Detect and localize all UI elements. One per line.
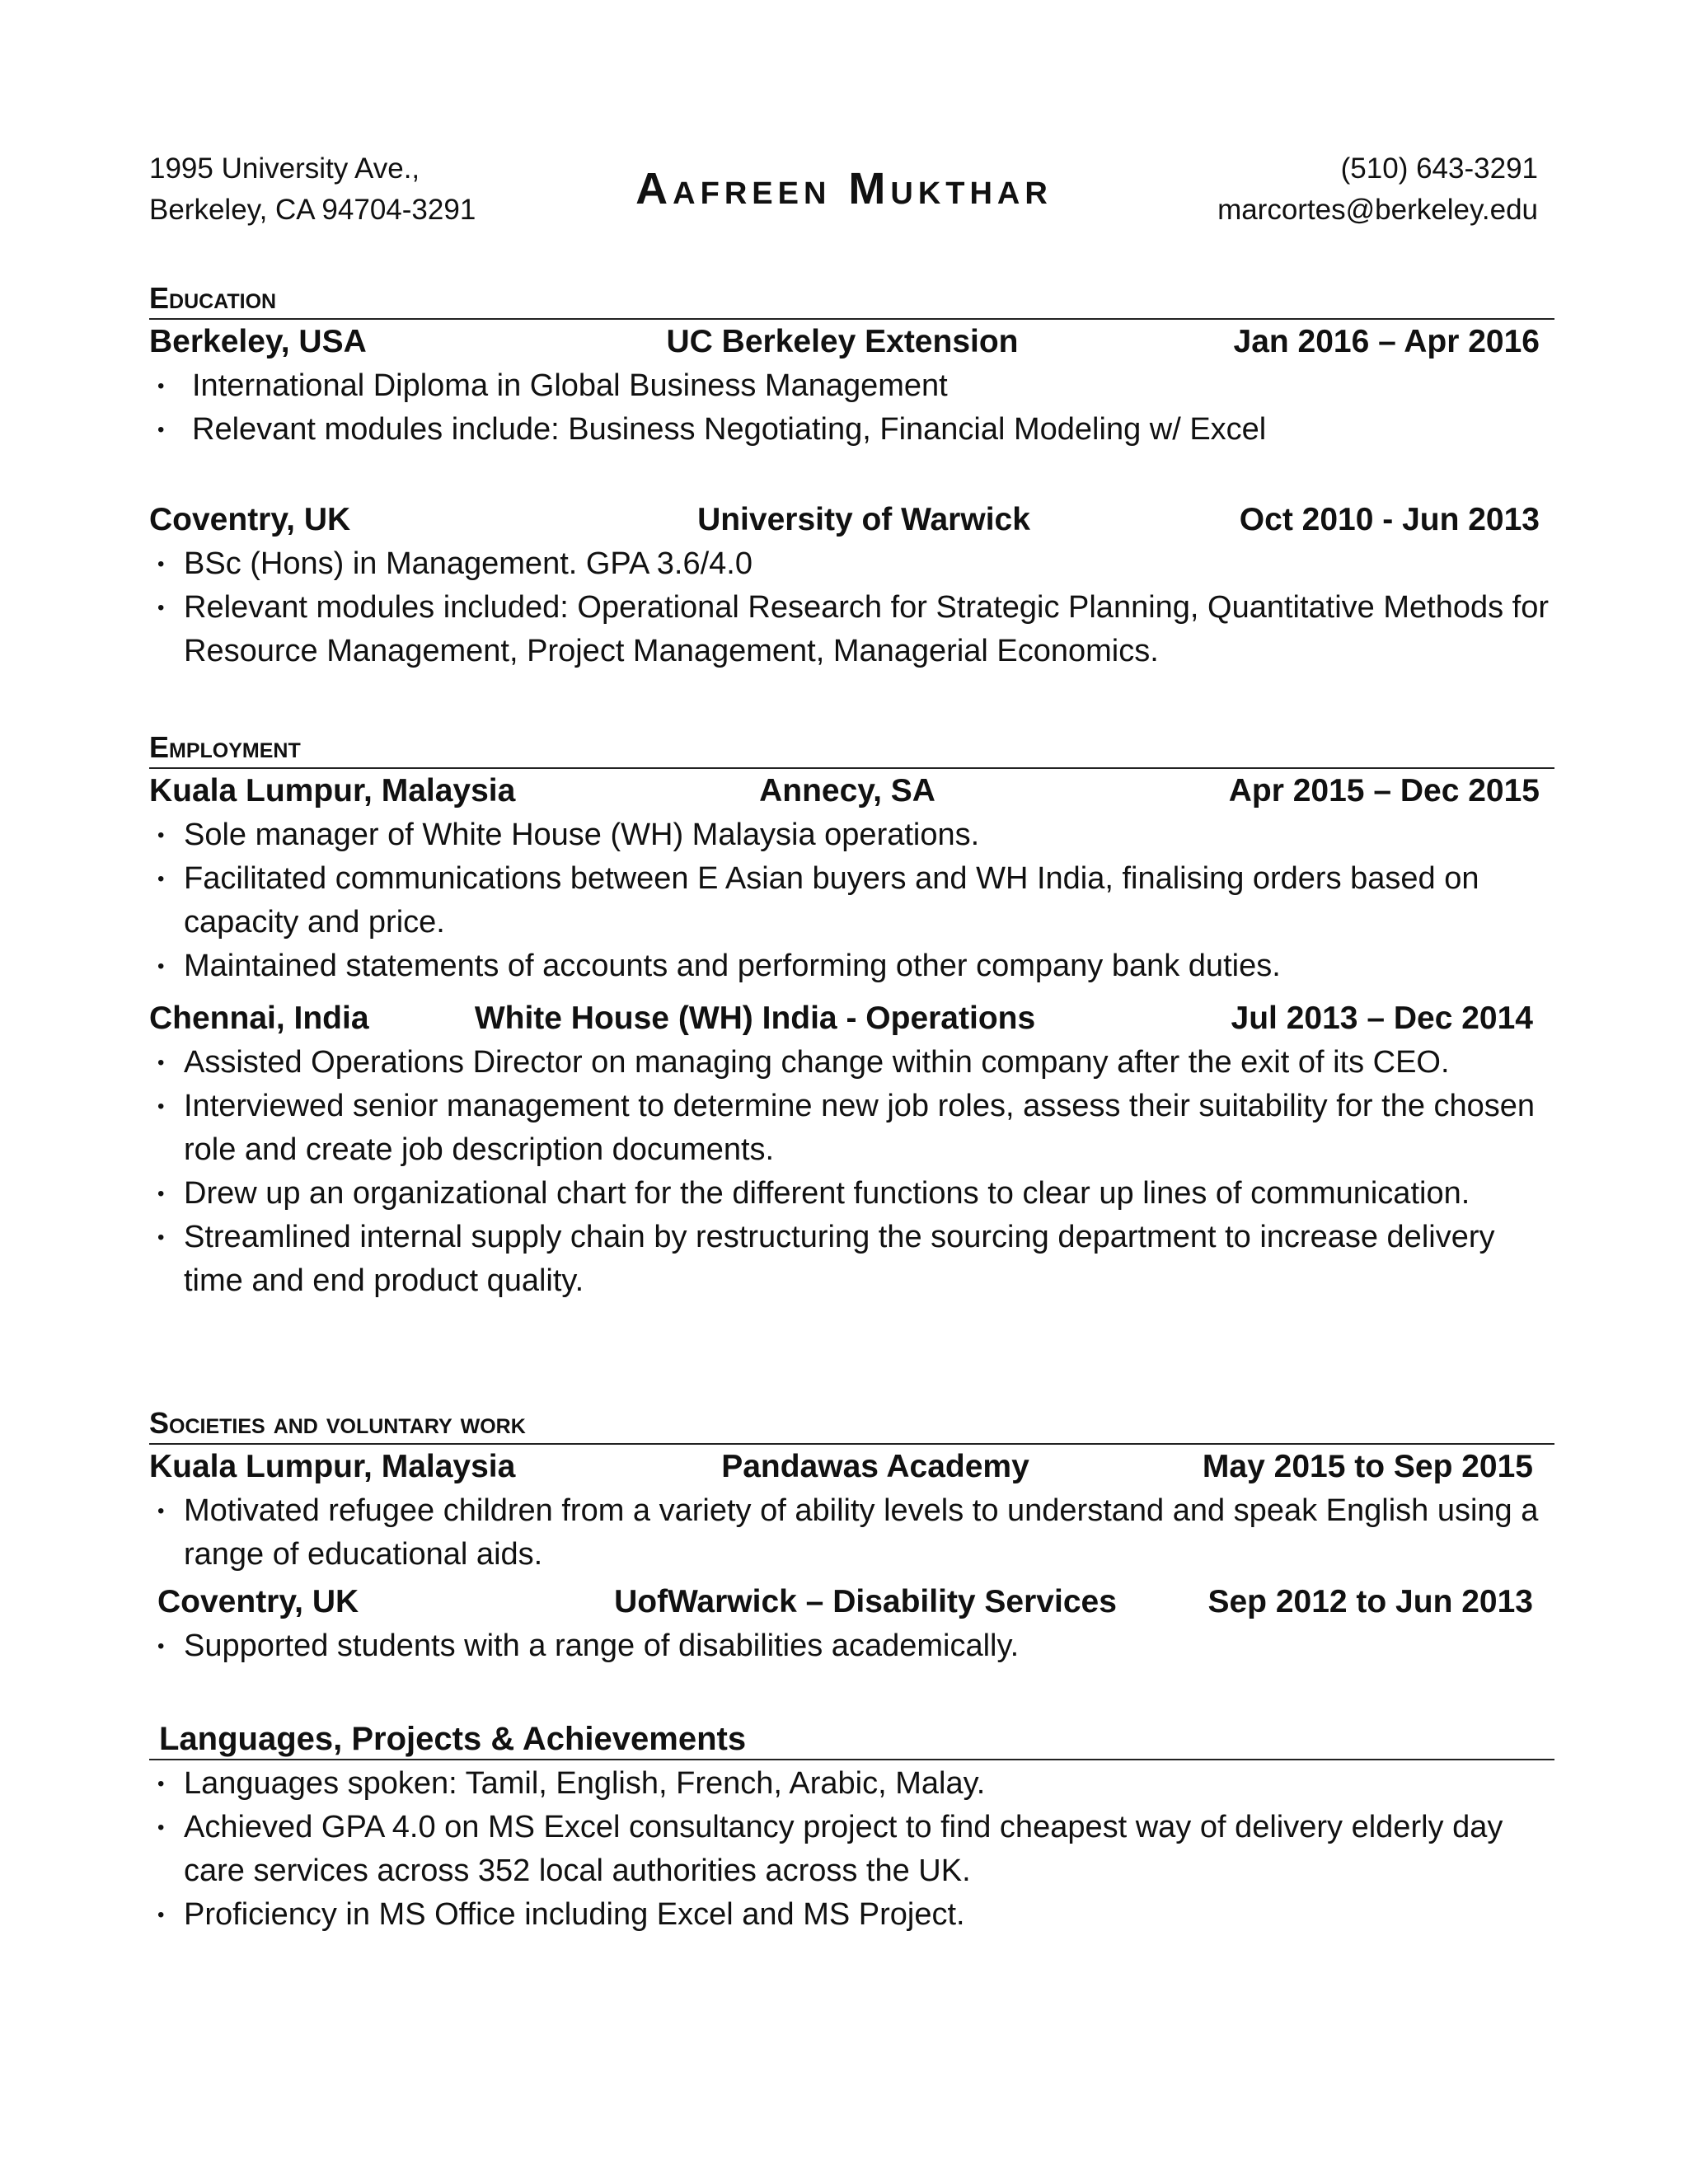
contact-block <box>1217 148 1538 231</box>
societies-bullets <box>149 1489 1554 1577</box>
bullet-item: • BSc (Hons) in Management. GPA 3.6/4.0 <box>149 542 1554 586</box>
employment-entry-header <box>149 769 1554 813</box>
bullet-item: • Achieved GPA 4.0 on MS Excel consultancy project to find cheapest way of delivery elderly day care services across 352 local authorities across the UK. <box>149 1806 1554 1893</box>
education-entry-header <box>149 320 1554 364</box>
bullet-item: • Interviewed senior management to determine new job roles, assess their suitability for the chosen role and create job description documents. <box>149 1085 1554 1172</box>
languages-bullets <box>149 1762 1554 1937</box>
societies-bullets <box>149 1624 1554 1668</box>
societies-section <box>149 1405 1554 1668</box>
entry-dates: Oct 2010 - Jun 2013 <box>1239 502 1540 537</box>
bullet-item: • Relevant modules include: Business Negotiating, Financial Modeling w/ Excel <box>149 408 1554 452</box>
employment-bullets <box>149 1041 1554 1303</box>
entry-location: Kuala Lumpur, Malaysia <box>149 773 516 808</box>
section-title-education: Education <box>149 280 1554 320</box>
bullet-item: • Relevant modules included: Operational Research for Strategic Planning, Quantitative Methods for Resource Management, Project Management, Managerial Economics. <box>149 586 1554 673</box>
entry-location: Kuala Lumpur, Malaysia <box>149 1449 516 1484</box>
bullet-item: • Proficiency in MS Office including Excel and MS Project. <box>149 1893 1554 1937</box>
employment-entry-header <box>149 996 1554 1041</box>
section-title-societies: Societies and voluntary work <box>149 1405 1554 1445</box>
entry-location: Coventry, UK <box>149 502 351 537</box>
entry-dates: May 2015 to Sep 2015 <box>1202 1449 1533 1484</box>
entry-location: Coventry, UK <box>157 1584 359 1619</box>
entry-institution: Annecy, SA <box>759 773 935 808</box>
bullet-item: • Languages spoken: Tamil, English, French, Arabic, Malay. <box>149 1762 1554 1806</box>
entry-dates: Apr 2015 – Dec 2015 <box>1228 773 1540 808</box>
employment-section <box>149 729 1554 1303</box>
entry-institution: Pandawas Academy <box>721 1449 1029 1484</box>
entry-location: Berkeley, USA <box>149 324 367 359</box>
languages-section <box>149 1721 1554 1937</box>
bullet-item: • Facilitated communications between E Asian buyers and WH India, finalising orders based on capacity and price. <box>149 857 1554 944</box>
bullet-item: • Sole manager of White House (WH) Malaysia operations. <box>149 813 1554 857</box>
entry-dates: Jul 2013 – Dec 2014 <box>1231 1001 1533 1036</box>
bullet-item: • Drew up an organizational chart for the different functions to clear up lines of communication. <box>149 1172 1554 1216</box>
section-title-employment: Employment <box>149 729 1554 769</box>
email-address: marcortes@berkeley.edu <box>1217 194 1538 226</box>
entry-dates: Sep 2012 to Jun 2013 <box>1207 1584 1533 1619</box>
address-line-1: 1995 University Ave., <box>149 152 420 185</box>
entry-institution: University of Warwick <box>697 502 1030 537</box>
bullet-item: • Supported students with a range of disabilities academically. <box>149 1624 1554 1668</box>
bullet-item: • Assisted Operations Director on managing change within company after the exit of its CEO. <box>149 1041 1554 1085</box>
bullet-item: • Streamlined internal supply chain by restructuring the sourcing department to increase delivery time and end product quality. <box>149 1216 1554 1303</box>
entry-dates: Jan 2016 – Apr 2016 <box>1233 324 1540 359</box>
education-section <box>149 280 1554 673</box>
employment-bullets <box>149 813 1554 988</box>
entry-location: Chennai, India <box>149 1001 369 1036</box>
education-bullets <box>149 364 1554 452</box>
bullet-item: • Maintained statements of accounts and performing other company bank duties. <box>149 944 1554 988</box>
bullet-item: • International Diploma in Global Business Management <box>149 364 1554 408</box>
education-entry-header <box>149 498 1554 542</box>
candidate-name: Aafreen Mukthar <box>635 164 1053 213</box>
entry-institution: UofWarwick – Disability Services <box>614 1584 1117 1619</box>
entry-institution: White House (WH) India - Operations <box>474 1001 1036 1036</box>
education-bullets <box>149 542 1554 673</box>
bullet-item: • Motivated refugee children from a variety of ability levels to understand and speak English using a range of educational aids. <box>149 1489 1554 1577</box>
address-line-2: Berkeley, CA 94704-3291 <box>149 194 476 226</box>
societies-entry-header <box>149 1445 1554 1489</box>
section-title-languages: Languages, Projects & Achievements <box>149 1721 1554 1760</box>
societies-entry-header <box>149 1580 1554 1624</box>
phone-number: (510) 643-3291 <box>1340 152 1538 185</box>
entry-institution: UC Berkeley Extension <box>666 324 1019 359</box>
